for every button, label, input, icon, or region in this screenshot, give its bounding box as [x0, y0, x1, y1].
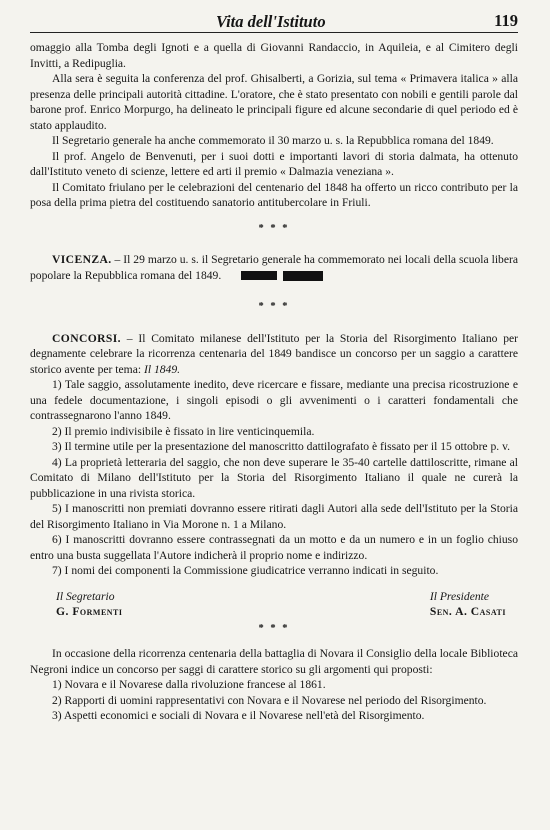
section-separator: * * * — [258, 622, 290, 634]
signature-block — [30, 589, 518, 621]
page-number: 119 — [494, 11, 518, 30]
paragraph: Alla sera è seguita la conferenza del prof. Ghisalberti, a Gorizia, sul tema « Primavera italica » alla presenza delle principali autorità cittadine. L'oratore, che è stato presentato con nobili e gentili parole dal barone prof. Enrico Morpurgo, ha delineato le principali figure ed alcune secondarie di quel periodo ed è stato applaudito. — [30, 72, 518, 132]
signature-left — [56, 589, 123, 619]
signer-role: Il Presidente — [429, 589, 490, 603]
topic-item: 3) Aspetti economici e sociali di Novara e il Novarese nell'età del Risorgimento. — [52, 709, 425, 722]
rule-item: 2) Il premio indivisibile è fissato in lire venticinquemila. — [52, 424, 315, 438]
novara-intro: In occasione della ricorrenza centenaria della battaglia di Novara il Consiglio della locale Biblioteca Negroni indice un concorso per saggi di carattere storico su gli argomenti qui proposti: — [30, 647, 518, 676]
signer-name: Sen. A. Casati — [429, 604, 506, 618]
topic-item: 1) Novara e il Novarese dalla rivoluzione francese al 1861. — [52, 678, 326, 691]
rule-item: 3) Il termine utile per la presentazione del manoscritto dattilografato è fissato per il 15 ottobre p. v. — [52, 440, 511, 453]
running-title: Vita dell'Istituto — [216, 12, 326, 31]
rule-item: 5) I manoscritti non premiati dovranno essere ritirati dagli Autori alla sede dell'Istituto per la Storia del Risorgimento Italiano in Via Morone n. 1 a Milano. — [30, 502, 518, 531]
paragraph: Il prof. Angelo de Benvenuti, per i suoi dotti e importanti lavori di storia dalmata, ha ottenuto dall'Istituto veneto di scienze, lettere ed arti il premio « Dalmazia veneziana ». — [30, 149, 518, 178]
signature-right — [430, 589, 506, 619]
vicenza-paragraph — [30, 252, 518, 283]
redaction-mark — [241, 271, 277, 280]
paragraph: omaggio alla Tomba degli Ignoti e a quella di Giovanni Randaccio, in Aquileia, e al Cimitero degli Invitti, a Redipuglia. — [30, 41, 518, 70]
redaction-mark — [283, 271, 323, 281]
signer-role: Il Segretario — [56, 589, 115, 603]
paragraph: Il Segretario generale ha anche commemorato il 30 marzo u. s. la Repubblica romana del 1849. — [52, 134, 494, 147]
section-text: – Il 29 marzo u. s. il Segretario generale ha commemorato nei locali della scuola libera popolare la Repubblica romana del 1849. — [30, 253, 518, 282]
rule-item: 7) I nomi dei componenti la Commissione giudicatrice verranno indicati in seguito. — [52, 564, 439, 577]
page-body — [30, 40, 518, 724]
section-separator: * * * — [258, 301, 290, 312]
section-lead: CONCORSI. — [52, 331, 121, 345]
document-page — [30, 8, 518, 724]
rule-item: 6) I manoscritti dovranno essere contrassegnati da un motto e da un numero e in un foglio chiuso entro una busta suggellata l'Autore indicherà il proprio nome e indirizzo. — [30, 533, 518, 562]
section-text: – Il Comitato milanese dell'Istituto per la Storia del Risorgimento Italiano per degnamente celebrare la ricorrenza centenaria del 1849 bandisce un concorso per un saggio a carattere storico avente per tema: — [30, 331, 518, 376]
rule-item: 1) Tale saggio, assolutamente inedito, deve ricercare e fissare, mediante una precisa ricostruzione e una fedele documentazione, i singoli episodi o gli avvenimenti o i caratteri fondamentali che contrassegnarono l'anno 1849. — [30, 378, 518, 422]
rule-item: 4) La proprietà letteraria del saggio, che non deve superare le 35-40 cartelle dattiloscritte, rimane al Comitato di Milano dell'Istituto per la Storia del Risorgimento Italiano il quale ne curerà la pubblicazione in una rivista storica. — [30, 455, 518, 500]
topic-item: 2) Rapporti di uomini rappresentativi con Novara e il Novarese nel periodo del Risorgimento. — [52, 693, 487, 707]
contest-theme: Il 1849. — [143, 362, 181, 376]
section-lead: VICENZA. — [52, 253, 112, 266]
section-separator: * * * — [258, 222, 290, 234]
concorsi-intro — [30, 331, 518, 378]
signer-name: G. Formenti — [56, 604, 123, 618]
running-header — [30, 8, 518, 33]
paragraph: Il Comitato friulano per le celebrazioni del centenario del 1848 ha offerto un ricco contributo per la posa della prima pietra del costituendo sanatorio antitubercolare in Friuli. — [30, 180, 518, 209]
